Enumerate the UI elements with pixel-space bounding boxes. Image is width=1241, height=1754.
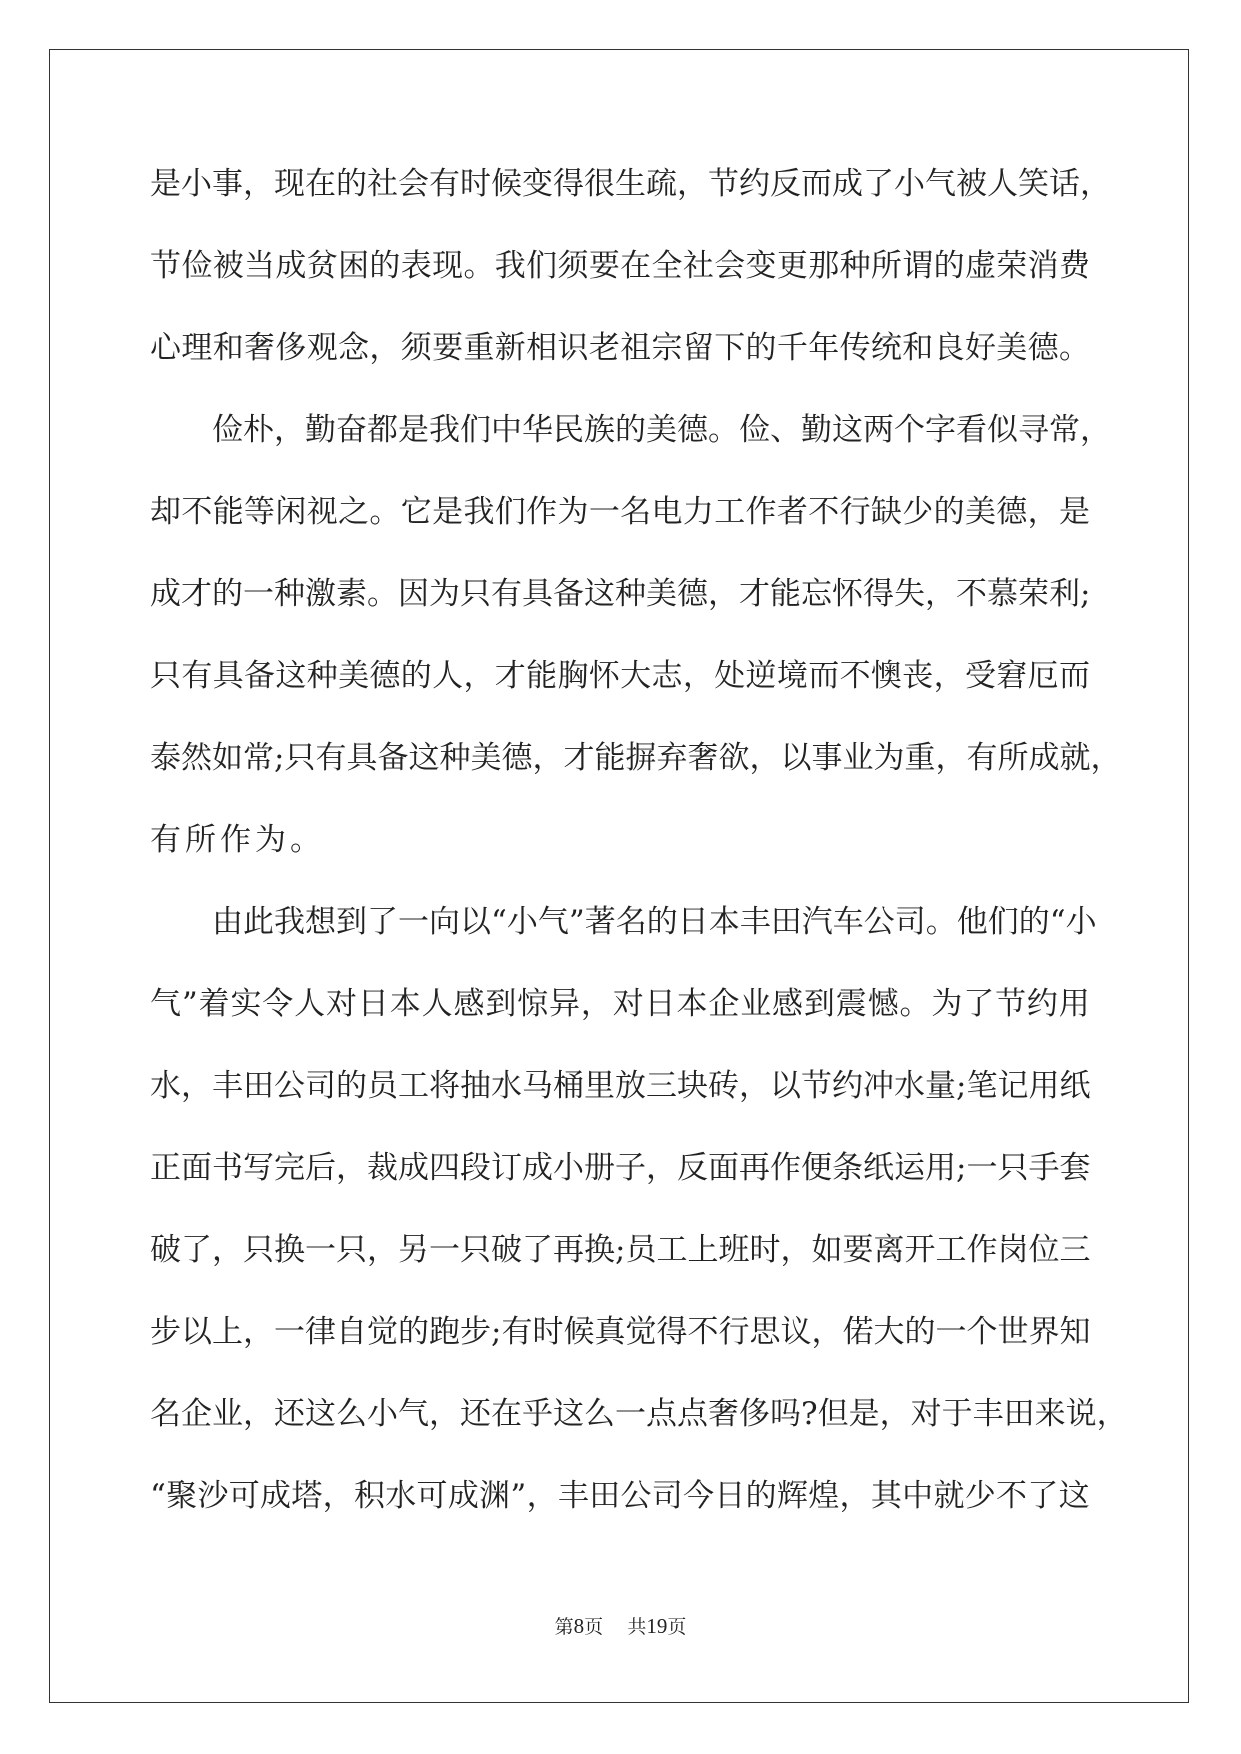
text-line: 步 以 上 ， 一 律 自 觉 的 跑 步 ; 有 时 候 真 觉 得 不 行 思 议 ， 偌 大 的 一 个 世 界 知 [150, 1314, 1091, 1350]
total-pages: 19 [646, 1614, 668, 1638]
text-line: 正 面 书 写 完 后 ， 裁 成 四 段 订 成 小 册 子 ， 反 面 再 作 便 条 纸 运 用 ; 一 只 手 套 [150, 1150, 1091, 1186]
text-line: 有 所 作 为 。 [150, 822, 321, 858]
text-line: 心 理 和 奢 侈 观 念 ， 须 要 重 新 相 识 老 祖 宗 留 下 的 千 年 传 统 和 良 好 美 德 。 [150, 330, 1090, 366]
page-number: 8 [573, 1614, 585, 1638]
text-line: 泰 然 如 常 ; 只 有 具 备 这 种 美 德 ， 才 能 摒 弃 奢 欲 ， 以 事 业 为 重 ， 有 所 成 就 ， [150, 740, 1122, 776]
text-line: 气 ” 着 实 令 人 对 日 本 人 感 到 惊 异 ， 对 日 本 企 业 感 到 震 憾 。 为 了 节 约 用 [150, 986, 1090, 1022]
text-line: 却 不 能 等 闲 视 之 。 它 是 我 们 作 为 一 名 电 力 工 作 者 不 行 缺 少 的 美 德 ， 是 [150, 494, 1090, 530]
page-footer [0, 1612, 1241, 1639]
document-body [150, 164, 1128, 1558]
footer-page-suffix: 页 [584, 1616, 604, 1638]
text-line: “ 聚 沙 可 成 塔 ， 积 水 可 成 渊 ” ， 丰 田 公 司 今 日 的 辉 煌 ， 其 中 就 少 不 了 这 [150, 1478, 1090, 1514]
text-line: 由 此 我 想 到 了 一 向 以 “ 小 气 ” 著 名 的 日 本 丰 田 汽 车 公 司 。 他 们 的 “ 小 [212, 904, 1097, 940]
text-line: 俭 朴 ， 勤 奋 都 是 我 们 中 华 民 族 的 美 德 。 俭 、 勤 这 两 个 字 看 似 寻 常 ， [212, 412, 1111, 448]
footer-prefix: 第 [554, 1616, 574, 1638]
text-line: 水 ， 丰 田 公 司 的 员 工 将 抽 水 马 桶 里 放 三 块 砖 ， 以 节 约 冲 水 量 ; 笔 记 用 纸 [150, 1068, 1091, 1104]
text-line: 破 了 ， 只 换 一 只 ， 另 一 只 破 了 再 换 ; 员 工 上 班 时 ， 如 要 离 开 工 作 岗 位 三 [150, 1232, 1091, 1268]
footer-total-prefix: 共 [627, 1616, 647, 1638]
text-line: 成 才 的 一 种 激 素 。 因 为 只 有 具 备 这 种 美 德 ， 才 能 忘 怀 得 失 ， 不 慕 荣 利 ; [150, 576, 1091, 612]
text-line: 节 俭 被 当 成 贫 困 的 表 现 。 我 们 须 要 在 全 社 会 变 更 那 种 所 谓 的 虚 荣 消 费 [150, 248, 1090, 284]
footer-total-suffix: 页 [667, 1616, 687, 1638]
text-line: 只 有 具 备 这 种 美 德 的 人 ， 才 能 胸 怀 大 志 ， 处 逆 境 而 不 懊 丧 ， 受 窘 厄 而 [150, 658, 1090, 694]
text-line: 是 小 事 ， 现 在 的 社 会 有 时 候 变 得 很 生 疏 ， 节 约 反 而 成 了 小 气 被 人 笑 话 ， [150, 166, 1111, 202]
text-line: 名 企 业 ， 还 这 么 小 气 ， 还 在 乎 这 么 一 点 点 奢 侈 吗 ? 但 是 ， 对 于 丰 田 来 说 ， [150, 1396, 1128, 1432]
